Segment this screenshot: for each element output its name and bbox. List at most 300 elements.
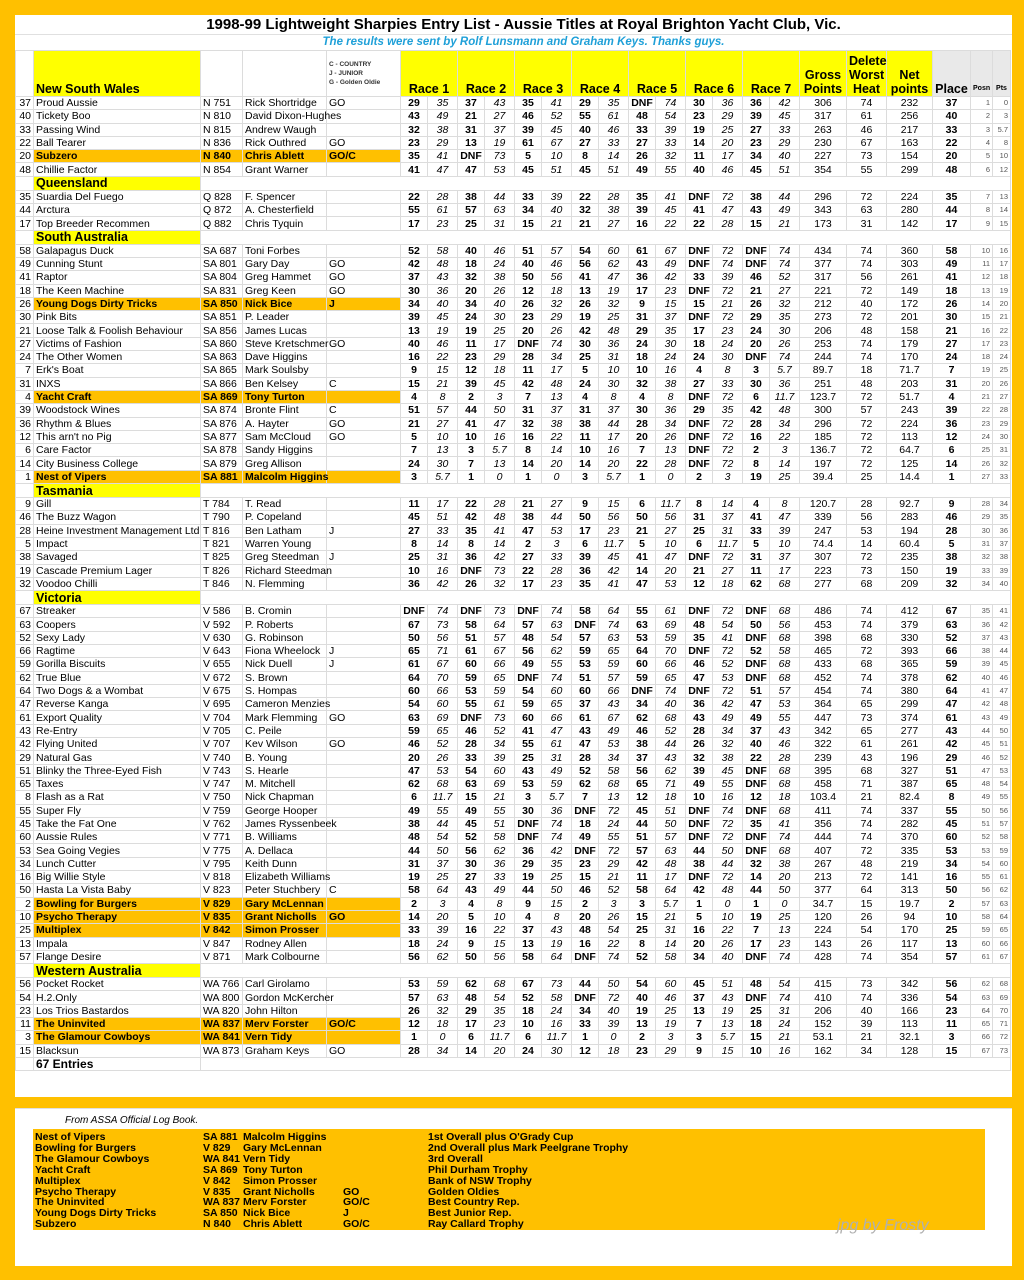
net-points: 117 (887, 937, 933, 950)
race-position: DNF (743, 244, 770, 257)
race-position: 38 (572, 417, 599, 430)
race-position: 53 (458, 684, 485, 697)
pts: 14 (993, 204, 1011, 217)
race-position: 64 (629, 644, 656, 657)
race-position: 8 (686, 498, 713, 511)
race-points: 32 (428, 1004, 458, 1017)
worst-heat: 56 (847, 271, 887, 284)
pts: 5.7 (993, 123, 1011, 136)
race-position: 53 (515, 777, 542, 790)
race-points: 29 (713, 110, 743, 123)
race-points: 32 (599, 297, 629, 310)
net-points: 113 (887, 430, 933, 443)
table-row (16, 937, 1011, 950)
race-position: 40 (572, 123, 599, 136)
worst-heat: 68 (847, 658, 887, 671)
place: 50 (933, 884, 971, 897)
race-points: 3 (428, 897, 458, 910)
race-position: DNF (686, 244, 713, 257)
race-position: 41 (458, 417, 485, 430)
race-points: 29 (770, 136, 800, 149)
race-points: 19 (485, 136, 515, 149)
entry-number: 59 (16, 658, 34, 671)
net-points: 32.1 (887, 1031, 933, 1044)
race-points: 56 (542, 271, 572, 284)
race-points: 41 (542, 97, 572, 110)
table-row (16, 644, 1011, 657)
category: C (327, 404, 401, 417)
pts: 10 (993, 150, 1011, 163)
race-position: 39 (515, 123, 542, 136)
race-position: DNF (515, 831, 542, 844)
skipper: N. Flemming (243, 577, 327, 590)
entry-number: 34 (16, 857, 34, 870)
entries-row (16, 1057, 1011, 1070)
posn: 54 (971, 857, 993, 870)
pts: 58 (993, 831, 1011, 844)
race-position: 21 (743, 284, 770, 297)
net-points: 378 (887, 671, 933, 684)
race-points: 14 (770, 457, 800, 470)
award-category: J (343, 1207, 349, 1220)
place: 57 (933, 950, 971, 963)
boat-name: INXS (34, 377, 201, 390)
posn: 49 (971, 791, 993, 804)
race-position: 21 (515, 498, 542, 511)
pts: 65 (993, 924, 1011, 937)
race-points: 74 (542, 817, 572, 830)
sail-number: SA 876 (201, 417, 243, 430)
award-sail: V 842 (203, 1174, 231, 1187)
table-row (16, 910, 1011, 923)
category: GO (327, 97, 401, 110)
gross-points: 377 (800, 257, 847, 270)
race-position: 10 (515, 1018, 542, 1031)
award-skipper: Merv Forster (243, 1196, 307, 1209)
net-points: 299 (887, 163, 933, 176)
sail-number: Q 882 (201, 217, 243, 230)
race-points: 29 (656, 1044, 686, 1057)
race-position: DNF (458, 150, 485, 163)
race-points: 46 (770, 738, 800, 751)
award-skipper: Grant Nicholls (243, 1185, 315, 1198)
gross-points: 74.4 (800, 537, 847, 550)
pts: 52 (993, 751, 1011, 764)
race-points: 68 (770, 631, 800, 644)
skipper: Mark Colbourne (243, 950, 327, 963)
race-position: DNF (686, 644, 713, 657)
category (327, 791, 401, 804)
posn: 36 (971, 618, 993, 631)
race-points: 40 (713, 950, 743, 963)
pts: 8 (993, 136, 1011, 149)
posn: 45 (971, 738, 993, 751)
skipper: A. Dellaca (243, 844, 327, 857)
race-position: 30 (743, 377, 770, 390)
race-points: 55 (542, 658, 572, 671)
race-position: 47 (686, 671, 713, 684)
race-points: 63 (485, 204, 515, 217)
race-points: 44 (599, 417, 629, 430)
race-position: 56 (458, 844, 485, 857)
race-position: 45 (743, 163, 770, 176)
race-position: 41 (515, 724, 542, 737)
race-position: 47 (515, 524, 542, 537)
table-row (16, 311, 1011, 324)
posn: 38 (971, 644, 993, 657)
sail-number: T 821 (201, 537, 243, 550)
race-position: 11 (458, 337, 485, 350)
race-position: DNF (743, 764, 770, 777)
pts: 43 (993, 631, 1011, 644)
skipper: Sandy Higgins (243, 444, 327, 457)
sail-number: T 825 (201, 551, 243, 564)
race-points: 35 (599, 97, 629, 110)
race-points: 45 (485, 377, 515, 390)
race-position: 13 (572, 284, 599, 297)
race-position: 4 (401, 390, 428, 403)
race-position: 6 (401, 791, 428, 804)
table-row (16, 271, 1011, 284)
skipper: James Ryssenbeek (243, 817, 327, 830)
race-position: 7 (458, 457, 485, 470)
place: 40 (933, 110, 971, 123)
race-position: 58 (629, 884, 656, 897)
race-position: 43 (458, 884, 485, 897)
pts: 0 (993, 97, 1011, 110)
race-position: 34 (572, 1004, 599, 1017)
race-points: 47 (599, 271, 629, 284)
posn: 61 (971, 950, 993, 963)
category (327, 751, 401, 764)
race-points: 47 (770, 511, 800, 524)
race-points: 23 (713, 324, 743, 337)
net-points: 92.7 (887, 498, 933, 511)
skipper: Fiona Wheelock (243, 644, 327, 657)
boat-name: Two Dogs & a Wombat (34, 684, 201, 697)
race-position: 61 (458, 644, 485, 657)
posn: 39 (971, 658, 993, 671)
category (327, 311, 401, 324)
race-points: 36 (770, 377, 800, 390)
posn: 12 (971, 271, 993, 284)
race-position: 42 (515, 377, 542, 390)
gross-points: 342 (800, 724, 847, 737)
race-position: 46 (401, 738, 428, 751)
race-points: 63 (428, 991, 458, 1004)
race-points: 21 (485, 791, 515, 804)
entry-number: 41 (16, 271, 34, 284)
race-position: 38 (686, 857, 713, 870)
race-points: 33 (713, 377, 743, 390)
race-position: 57 (572, 631, 599, 644)
race-position: 14 (515, 457, 542, 470)
table-row (16, 671, 1011, 684)
race-points: 25 (428, 871, 458, 884)
sail-number: WA 841 (201, 1031, 243, 1044)
race-points: 44 (713, 857, 743, 870)
race-points: 26 (656, 430, 686, 443)
race-points: 72 (713, 684, 743, 697)
table-row (16, 110, 1011, 123)
race-points: 47 (656, 551, 686, 564)
table-row (16, 417, 1011, 430)
race-points: 58 (599, 764, 629, 777)
race-points: 26 (485, 284, 515, 297)
place: 27 (933, 337, 971, 350)
race-position: 23 (572, 857, 599, 870)
posn: 13 (971, 284, 993, 297)
sail-number: V 675 (201, 684, 243, 697)
worst-heat: 74 (847, 337, 887, 350)
legend-item: J - JUNIOR (329, 70, 363, 77)
race-points: 13 (770, 924, 800, 937)
gross-points: 410 (800, 991, 847, 1004)
race-position: DNF (572, 618, 599, 631)
race-points: 44 (656, 738, 686, 751)
place: 54 (933, 991, 971, 1004)
race-points: 42 (656, 271, 686, 284)
posn: 8 (971, 204, 993, 217)
race-position: 20 (743, 337, 770, 350)
race-position: DNF (572, 991, 599, 1004)
net-points: 327 (887, 764, 933, 777)
race-position: 46 (515, 110, 542, 123)
entry-number: 44 (16, 204, 34, 217)
pts: 68 (993, 978, 1011, 991)
table-row (16, 618, 1011, 631)
award-boat: Psycho Therapy (35, 1185, 117, 1198)
race-points: 21 (770, 1031, 800, 1044)
race-position: DNF (743, 351, 770, 364)
race-points: 5.7 (770, 364, 800, 377)
pts: 19 (993, 284, 1011, 297)
sail-number: V 823 (201, 884, 243, 897)
worst-heat: 72 (847, 311, 887, 324)
race-position: 31 (743, 551, 770, 564)
race-position: 58 (401, 884, 428, 897)
category (327, 618, 401, 631)
race-position: 24 (686, 351, 713, 364)
race-position: 19 (686, 123, 713, 136)
race-points: 17 (485, 337, 515, 350)
race-position: 20 (572, 910, 599, 923)
race-position: 30 (515, 804, 542, 817)
race-points: 53 (428, 764, 458, 777)
race-position: 34 (629, 698, 656, 711)
place: 46 (933, 511, 971, 524)
category (327, 817, 401, 830)
race-points: 16 (428, 564, 458, 577)
race-points: 49 (713, 711, 743, 724)
sail-number: SA 869 (201, 390, 243, 403)
race-points: 68 (599, 777, 629, 790)
worst-heat: 73 (847, 978, 887, 991)
boat-name: Pink Bits (34, 311, 201, 324)
race-points: 43 (713, 991, 743, 1004)
race-position: DNF (686, 444, 713, 457)
gross-points: 224 (800, 924, 847, 937)
entry-number: 43 (16, 724, 34, 737)
race-position: 18 (458, 257, 485, 270)
net-points: 166 (887, 1004, 933, 1017)
race-points: 13 (485, 457, 515, 470)
award-title: Ray Callard Trophy (428, 1218, 524, 1231)
skipper: Gary McLennan (243, 897, 327, 910)
net-points: 313 (887, 884, 933, 897)
race-points: 35 (713, 404, 743, 417)
race-position: 14 (401, 910, 428, 923)
race-points: 46 (713, 163, 743, 176)
race-points: 25 (656, 1004, 686, 1017)
entry-number: 28 (16, 524, 34, 537)
table-row (16, 444, 1011, 457)
race-points: 16 (656, 364, 686, 377)
award-title: Best Country Rep. (428, 1196, 520, 1209)
race-points: 72 (713, 430, 743, 443)
race-position: 8 (458, 537, 485, 550)
race-position: 10 (686, 791, 713, 804)
skipper: Simon Prosser (243, 924, 327, 937)
race-position: 18 (686, 337, 713, 350)
sail-number: WA 837 (201, 1018, 243, 1031)
entry-number: 16 (16, 871, 34, 884)
race-points: 5.7 (485, 444, 515, 457)
worst-heat: 48 (847, 857, 887, 870)
race-position: 34 (686, 950, 713, 963)
pts: 56 (993, 804, 1011, 817)
net-points: 379 (887, 618, 933, 631)
skipper: Ben Kelsey (243, 377, 327, 390)
sail-number: SA 866 (201, 377, 243, 390)
race-points: 42 (542, 844, 572, 857)
award-skipper: Gary McLennan (243, 1141, 322, 1154)
race-points: 28 (656, 457, 686, 470)
category (327, 364, 401, 377)
posn: 17 (971, 337, 993, 350)
entry-number: 63 (16, 618, 34, 631)
boat-name: Galapagus Duck (34, 244, 201, 257)
net-points: 365 (887, 658, 933, 671)
race-points: 54 (542, 631, 572, 644)
race-position: 55 (572, 110, 599, 123)
race-position: 43 (743, 204, 770, 217)
boat-name: Top Breeder Recommen (34, 217, 201, 230)
race-position: 37 (686, 991, 713, 1004)
race-position: 33 (458, 751, 485, 764)
race-points: 31 (599, 351, 629, 364)
race-points: 66 (485, 658, 515, 671)
blank-cell (16, 591, 34, 605)
race-points: 48 (485, 511, 515, 524)
race-position: 44 (572, 978, 599, 991)
race-position: 37 (515, 924, 542, 937)
race-position: 27 (401, 524, 428, 537)
race-points: 25 (770, 470, 800, 483)
race-position: 14 (572, 457, 599, 470)
gross-points: 377 (800, 884, 847, 897)
award-boat: The Uninvited (35, 1196, 105, 1209)
net-points: 14.4 (887, 470, 933, 483)
pts: 13 (993, 190, 1011, 203)
entry-number: 35 (16, 190, 34, 203)
race-position: 15 (686, 297, 713, 310)
race-points: 74 (770, 950, 800, 963)
race-points: 3 (713, 470, 743, 483)
net-points: 209 (887, 577, 933, 590)
pts: 59 (993, 844, 1011, 857)
race-position: 9 (401, 364, 428, 377)
race-position: 2 (515, 537, 542, 550)
race-position: 2 (743, 444, 770, 457)
race-points: 37 (599, 404, 629, 417)
race-points: 68 (770, 764, 800, 777)
category: J (327, 297, 401, 310)
race-points: 74 (770, 244, 800, 257)
race-position: 44 (401, 844, 428, 857)
race-points: 34 (542, 351, 572, 364)
place: 8 (933, 791, 971, 804)
worst-heat: 61 (847, 110, 887, 123)
race-points: 10 (656, 537, 686, 550)
boat-name: Bowling for Burgers (34, 897, 201, 910)
race-points: 48 (428, 257, 458, 270)
race-points: 24 (770, 1018, 800, 1031)
race-position: 13 (458, 136, 485, 149)
net-points: 154 (887, 150, 933, 163)
race-position: 48 (515, 631, 542, 644)
worst-heat: 74 (847, 950, 887, 963)
race-points: 36 (713, 97, 743, 110)
boat-name: Proud Aussie (34, 97, 201, 110)
race-position: 17 (458, 1018, 485, 1031)
race-position: 61 (515, 136, 542, 149)
entry-number: 22 (16, 136, 34, 149)
gross-points: 273 (800, 311, 847, 324)
net-points: 128 (887, 1044, 933, 1057)
race-points: 47 (428, 163, 458, 176)
race-position: 2 (686, 470, 713, 483)
race-position: 43 (572, 724, 599, 737)
award-skipper: Simon Prosser (243, 1174, 318, 1187)
race-points: 61 (656, 605, 686, 618)
worst-heat: 43 (847, 751, 887, 764)
boat-name: Take the Fat One (34, 817, 201, 830)
race-header: Race 5 (629, 51, 686, 97)
race-points: 74 (770, 831, 800, 844)
race-position: 48 (743, 978, 770, 991)
race-position: 38 (515, 511, 542, 524)
race-points: 24 (428, 937, 458, 950)
table-row (16, 337, 1011, 350)
race-points: 14 (713, 498, 743, 511)
gross-points: 296 (800, 417, 847, 430)
race-position: 57 (629, 844, 656, 857)
race-points: 14 (485, 537, 515, 550)
race-position: 25 (572, 351, 599, 364)
race-position: 50 (572, 511, 599, 524)
category: C (327, 377, 401, 390)
race-points: 11.7 (713, 537, 743, 550)
race-points: 17 (599, 430, 629, 443)
race-position: 17 (743, 937, 770, 950)
race-points: 43 (770, 724, 800, 737)
race-position: DNF (686, 605, 713, 618)
place: 47 (933, 698, 971, 711)
race-position: DNF (515, 817, 542, 830)
sail-number: Q 872 (201, 204, 243, 217)
race-position: 65 (629, 777, 656, 790)
